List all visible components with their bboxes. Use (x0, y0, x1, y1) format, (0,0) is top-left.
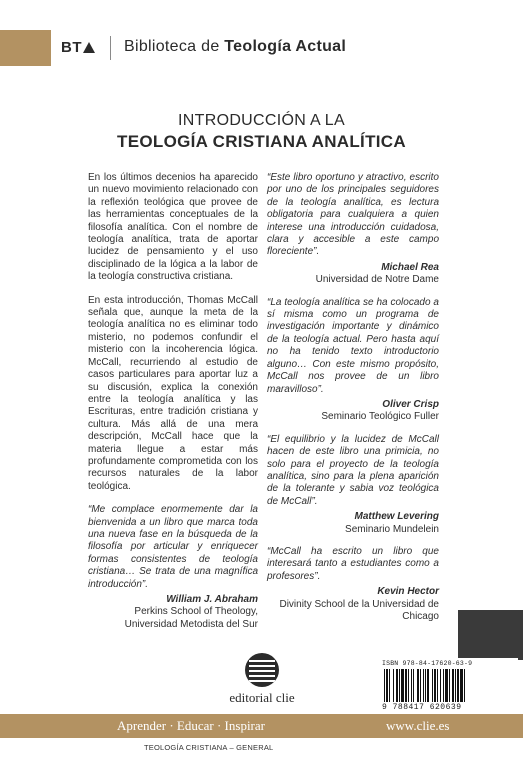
synopsis-paragraph-2: En esta introducción, Thomas McCall señala que, aunque la meta de la teología analítica no es eliminar todo misterio, no podemos confundir el misterio con la incoherencia lógica. McCall, recurriendo al estudio de casos particulares para aportar luz a su discusión, explica la conexión entre la teología analítica y las Escrituras, entre tradición cristiana y cultura. Más allá de una mera descripción, McCall hace que la materia llegue a estar más profundamente comprometida con los recursos naturales de la labor teológica. (88, 294, 258, 492)
title-line-1: INTRODUCCIÓN A LA (178, 112, 345, 129)
barcode-stripe (432, 669, 433, 702)
blurb-quote: “Este libro oportuno y atractivo, escrito por uno de los principales seguidores de la teología analítica, es lectura obligatoria para cualquiera a quien interese una introducción cuidadosa, clara y accesible a este campo floreciente”. (267, 172, 439, 258)
barcode-stripe (449, 669, 450, 702)
barcode-stripe (401, 669, 404, 702)
dark-side-bar (458, 610, 523, 660)
isbn-text: ISBN 978-84-17620-63-9 (382, 660, 473, 667)
blurb-rea (267, 172, 439, 287)
barcode-bars (382, 669, 514, 702)
barcode-number: 9 788417 620639 (382, 703, 462, 712)
triangle-icon (83, 42, 95, 53)
barcode-stripe (445, 669, 448, 702)
barcode-stripe (420, 669, 421, 702)
publisher-name: editorial clie (229, 690, 295, 705)
barcode-stripe (396, 669, 398, 702)
barcode-stripe (425, 669, 426, 702)
blurb-quote: “El equilibrio y la lucidez de McCall hacen de este libro una primicia, no solo para el proyecto de la teología analítica, sino para la plena aparición de la tolerante y sabia voz teológica de McCall”. (267, 433, 439, 507)
barcode-stripe (452, 669, 454, 702)
blurb-author: Oliver Crisp (382, 398, 439, 410)
blurb-institution: Seminario Mundelein (345, 523, 439, 535)
barcode-stripe (393, 669, 394, 702)
blurb-crisp (267, 297, 439, 424)
barcode-stripe (417, 669, 419, 702)
barcode-stripe (408, 669, 409, 702)
book-title (0, 112, 523, 152)
blurb-institution: Perkins School of Theology, (134, 606, 258, 618)
barcode-stripe (455, 669, 456, 702)
blurb-institution: Seminario Teológico Fuller (321, 411, 439, 423)
blurb-author: Kevin Hector (377, 586, 439, 598)
publisher-emblem-icon (245, 653, 279, 687)
barcode-stripe (399, 669, 400, 702)
category-label: TEOLOGÍA CRISTIANA – GENERAL (144, 743, 274, 752)
barcode-stripe (384, 669, 385, 702)
barcode-stripe (464, 669, 465, 702)
blurb-author: William J. Abraham (166, 594, 258, 605)
blurb-institution: Divinity School de la Universidad de Chicago (279, 598, 439, 622)
publisher-website: www.clie.es (386, 718, 450, 733)
blurb-institution: Universidad de Notre Dame (315, 274, 439, 286)
right-column (267, 172, 439, 633)
barcode-stripe (405, 669, 407, 702)
barcode-stripe (386, 669, 388, 702)
blurb-attribution (88, 594, 258, 631)
blurb-author: Michael Rea (381, 261, 439, 273)
blurb-hector (267, 546, 439, 623)
barcode-stripe (411, 669, 412, 702)
bottom-band (0, 714, 523, 738)
blurb-author: Matthew Levering (354, 511, 439, 523)
title-line-2: TEOLOGÍA CRISTIANA ANALÍTICA (117, 132, 406, 151)
series-logo: BT (61, 39, 95, 56)
blurb-institution-2: Universidad Metodista del Sur (124, 618, 258, 630)
publisher-motto: Aprender · Educar · Inspirar (117, 718, 265, 733)
barcode-stripe (443, 669, 444, 702)
series-prefix: Biblioteca de (124, 38, 220, 55)
left-column (88, 172, 258, 641)
blurb-attribution (267, 586, 439, 623)
synopsis-paragraph-1: En los últimos decenios ha aparecido un nuevo movimiento relacionado con la reflexión teológica que provee de las herramientas conceptuales de la filosofía analítica. Con el nombre de teología analítica, trata de aportar lucidez de pensamiento y el uso disciplinado de la lógica a la labor de la teología constructiva cristiana. (88, 172, 258, 283)
series-bold: Teología Actual (224, 38, 347, 55)
blurb-quote: “La teología analítica se ha colocado a sí misma como un programa de investigación importante y dinámico de la teología actual. Pero hasta aquí no ha tenido texto introductorio alguno… Con este mismo propósito, McCall nos provee de un libro maravilloso”. (267, 296, 439, 395)
publisher-logo (225, 653, 299, 706)
barcode-stripe (413, 669, 414, 702)
barcode-stripe (457, 669, 459, 702)
barcode-stripe (437, 669, 438, 702)
series-header (0, 30, 523, 66)
barcode-stripe (460, 669, 463, 702)
barcode-stripe (440, 669, 441, 702)
blurb-abraham (88, 504, 258, 631)
barcode (378, 658, 518, 714)
blurb-levering (267, 434, 439, 536)
header-divider (110, 36, 111, 60)
blurb-attribution (267, 511, 439, 536)
blurb-quote: “Me complace enormemente dar la bienvenida a un libro que marca toda una nueva fase en la búsqueda de la filosofía por articular y enriquecer formas consistentes de teología cristiana… Se trata de una magnífica introducción”. (88, 504, 258, 590)
blurb-attribution (267, 262, 439, 287)
barcode-stripe (434, 669, 436, 702)
barcode-stripe (389, 669, 390, 702)
blurb-attribution (267, 399, 439, 424)
barcode-stripe (423, 669, 424, 702)
blurb-quote: “McCall ha escrito un libro que interesará tanto a estudiantes como a profesores”. (267, 545, 439, 582)
gold-accent-block (0, 30, 51, 66)
series-name (124, 38, 346, 56)
barcode-stripe (427, 669, 429, 702)
